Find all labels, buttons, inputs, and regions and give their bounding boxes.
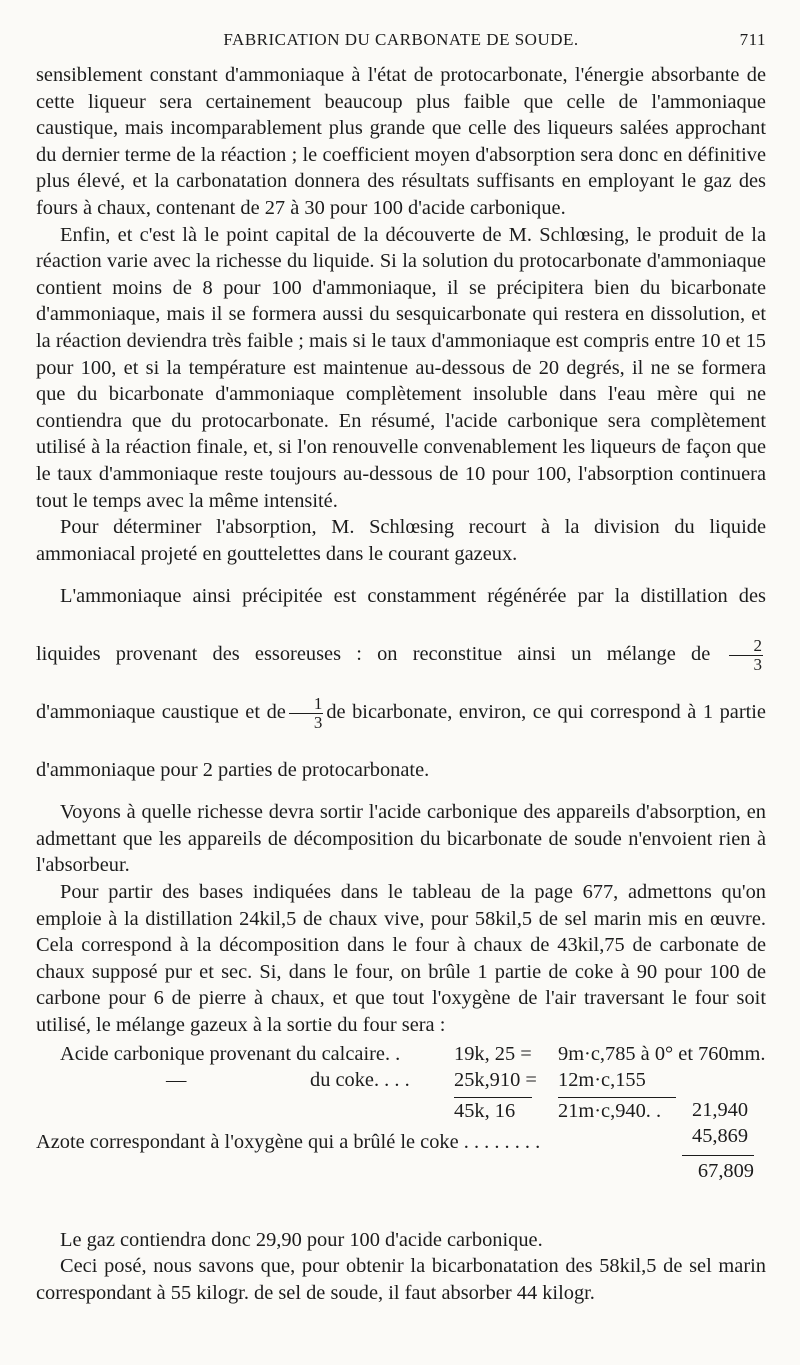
calc-row2-dash: — xyxy=(166,1068,187,1091)
regeneration-text-a: L'ammoniaque ainsi précipitée est constamment régénérée par la distillation des liquides provenant des essoreuses : on reconstitue ainsi un mélange de xyxy=(36,585,766,666)
fraction-denominator: 3 xyxy=(753,655,762,675)
page-body xyxy=(36,62,766,1306)
calc-row3-weight: 45k, 16 xyxy=(454,1097,532,1125)
calc-row2-weight: 25k,910 = xyxy=(454,1068,537,1091)
running-title: FABRICATION DU CARBONATE DE SOUDE. xyxy=(223,30,579,49)
page-number: 711 xyxy=(739,30,766,49)
paragraph-bases: Pour partir des bases indiquées dans le tableau de la page 677, admettons qu'on emploie à la distillation 24kil,5 de chaux vive, pour 58kil,5 de sel marin mis en œuvre. Cela correspond à la décomposition dans le four à chaux de 43kil,75 de carbonate de chaux supposé pur et sec. Si, dans le four, on brûle 1 partie de coke à 90 pour 100 de carbone pour 6 de pierre à chaux, et que tout l'oxygène de l'air traversant le four soit utilisé, le mélange gazeux à la sortie du four sera : xyxy=(36,881,766,1037)
paragraph-richesse: Voyons à quelle richesse devra sortir l'acide carbonique des appareils d'absorption, en admettant que les appareils de décomposition du bicarbonate de soude n'envoient rien à l'absorbeur. xyxy=(36,801,766,877)
fraction-numerator: 2 xyxy=(729,637,764,656)
fraction-denominator: 3 xyxy=(313,713,323,733)
calc-row4-value: 45,869 xyxy=(692,1124,749,1147)
calc-row2-volume: 12m·c,155 xyxy=(558,1068,646,1091)
fraction-numerator: 1 xyxy=(289,695,324,714)
calc-row4-label: Azote correspondant à l'oxygène qui a brûlé le coke . . . . . . . . xyxy=(36,1130,541,1153)
paragraph-schloesing: Enfin, et c'est là le point capital de la découverte de M. Schlœsing, le produit de la réaction varie avec la richesse du liquide. Si la solution du protocarbonate d'ammoniaque contient moins de 8 pour 100 d'ammoniaque, il se précipitera bien du bicarbonate d'ammoniaque, mais il se formera aussi du sesquicarbonate qui restera en dissolution, et la réaction deviendra très faible ; mais si le taux d'ammoniaque est compris entre 10 et 15 pour 100, et si la température est maintenue au-dessous de 20 degrés, il ne se formera que du bicarbonate d'ammoniaque complètement insoluble dans l'eau mère qui ne contiendra que du protocarbonate. En résumé, l'acide carbonique sera complètement utilisé à la réaction finale, et, si l'on renouvelle convenablement les liqueurs de façon que le taux d'ammoniaque reste toujours au-dessous de 10 pour 100, l'absorption continuera tout le temps avec la même intensité. xyxy=(36,223,766,512)
calc-grand-total: 67,809 xyxy=(682,1155,754,1185)
calc-row3-total: 21,940 xyxy=(692,1098,749,1121)
calc-row3-volume: 21m·c,940. . xyxy=(558,1097,676,1125)
paragraph-absorption: Pour déterminer l'absorption, M. Schlœsing recourt à la division du liquide ammoniacal projeté en gouttelettes dans le courant gazeux. xyxy=(36,516,766,565)
paragraph-bicarbonatation: Ceci posé, nous savons que, pour obtenir la bicarbonatation des 58kil,5 de sel marin correspondant à 55 kilogr. de sel de soude, il faut absorber 44 kilogr. xyxy=(36,1255,766,1304)
calc-row2-label: du coke. . . . xyxy=(310,1068,410,1091)
paragraph-conclusion: Le gaz contiendra donc 29,90 pour 100 d'acide carbonique. xyxy=(60,1228,543,1251)
running-header xyxy=(36,30,766,54)
gas-composition-calculation xyxy=(36,1041,766,1227)
regeneration-text-c: de bicarbonate, environ, ce qui correspond à 1 partie d'ammoniaque pour 2 parties de protocarbonate. xyxy=(36,701,766,782)
regeneration-text-b: d'ammoniaque caustique et de xyxy=(36,701,286,724)
fraction-two-thirds xyxy=(729,637,764,674)
calc-row1-weight: 19k, 25 = xyxy=(454,1042,532,1065)
paragraph-regeneration xyxy=(36,567,766,799)
paragraph-continued: sensiblement constant d'ammoniaque à l'état de protocarbonate, l'énergie absorbante de cette liqueur sera certainement beaucoup plus faible que celle de l'ammoniaque caustique, mais incomparablement plus grande que celle des liqueurs salées approchant du dernier terme de la réaction ; le coefficient moyen d'absorption sera donc en définitive plus élevé, et la carbonatation donnera des résultats suffisants en employant le gaz des fours à chaux, contenant de 27 à 30 pour 100 d'acide carbonique. xyxy=(36,64,766,219)
calc-row1-volume: 9m·c,785 à 0° et 760mm. xyxy=(558,1042,766,1065)
fraction-one-third xyxy=(289,695,324,732)
calc-row1-label: Acide carbonique provenant du calcaire. . xyxy=(60,1042,401,1065)
